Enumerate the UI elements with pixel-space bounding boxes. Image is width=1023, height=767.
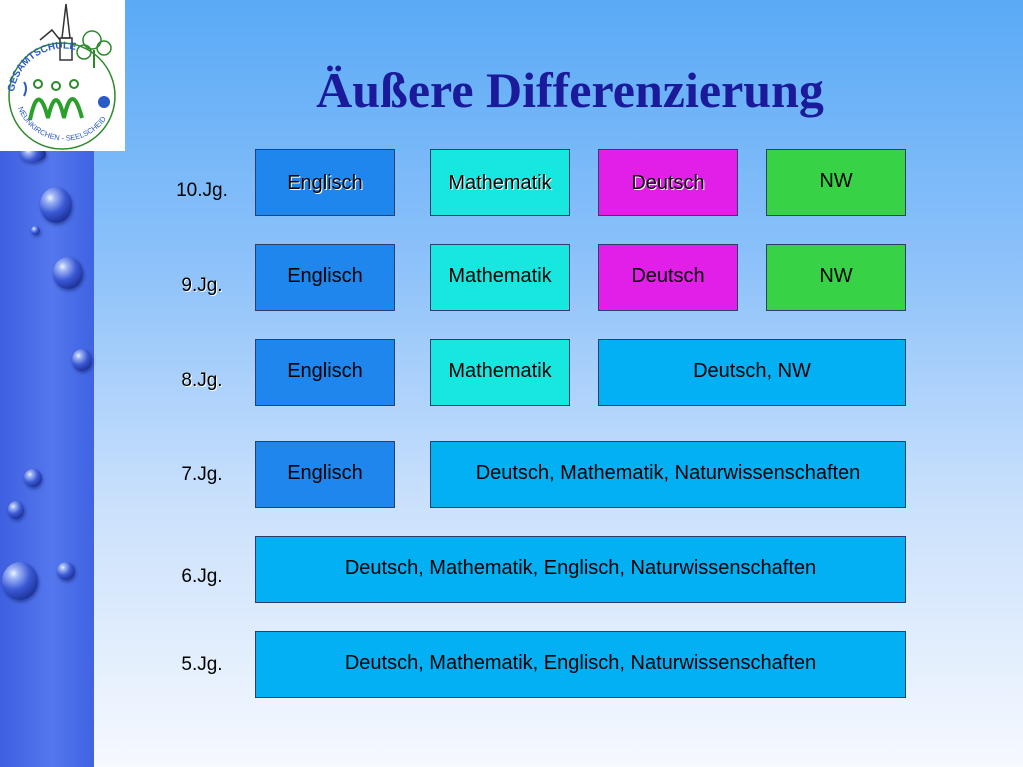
water-drop-icon <box>57 562 75 580</box>
cell-9-deutsch: Deutsch <box>598 244 738 311</box>
water-drop-icon <box>31 226 40 235</box>
row-label-5: 5.Jg. <box>181 654 223 675</box>
water-drop-icon <box>8 501 24 519</box>
cell-5-combined: Deutsch, Mathematik, Englisch, Naturwissenschaften <box>255 631 906 698</box>
row-label-6: 6.Jg. <box>181 566 223 587</box>
cell-10-deutsch: Deutsch <box>598 149 738 216</box>
cell-9-nw: NW <box>766 244 906 311</box>
row-label-10: 10.Jg. <box>176 180 228 201</box>
logo-arc-top-text: GESAMTSCHULE <box>6 40 77 93</box>
cell-9-mathematik: Mathematik <box>430 244 570 311</box>
cell-7-englisch: Englisch <box>255 441 395 508</box>
cell-8-mathematik: Mathematik <box>430 339 570 406</box>
row-label-8: 8.Jg. <box>181 370 223 391</box>
water-drop-icon <box>40 187 72 223</box>
slide-title: Äußere Differenzierung <box>316 62 824 118</box>
cell-10-mathematik: Mathematik <box>430 149 570 216</box>
cell-8-englisch: Englisch <box>255 339 395 406</box>
school-logo <box>0 0 125 151</box>
cell-10-englisch: Englisch <box>255 149 395 216</box>
water-drop-icon <box>24 469 42 487</box>
school-logo-icon <box>0 0 125 151</box>
cell-6-combined: Deutsch, Mathematik, Englisch, Naturwissenschaften <box>255 536 906 603</box>
water-drop-icon <box>2 562 38 600</box>
row-label-9: 9.Jg. <box>181 275 223 296</box>
cell-8-deutsch-nw: Deutsch, NW <box>598 339 906 406</box>
water-drop-icon <box>53 257 83 289</box>
logo-arc-bottom-text: NEUNKIRCHEN - SEELSCHEID <box>16 105 108 143</box>
water-drop-icon <box>72 349 92 371</box>
cell-10-nw: NW <box>766 149 906 216</box>
cell-7-combined: Deutsch, Mathematik, Naturwissenschaften <box>430 441 906 508</box>
row-label-7: 7.Jg. <box>181 464 223 485</box>
cell-9-englisch: Englisch <box>255 244 395 311</box>
